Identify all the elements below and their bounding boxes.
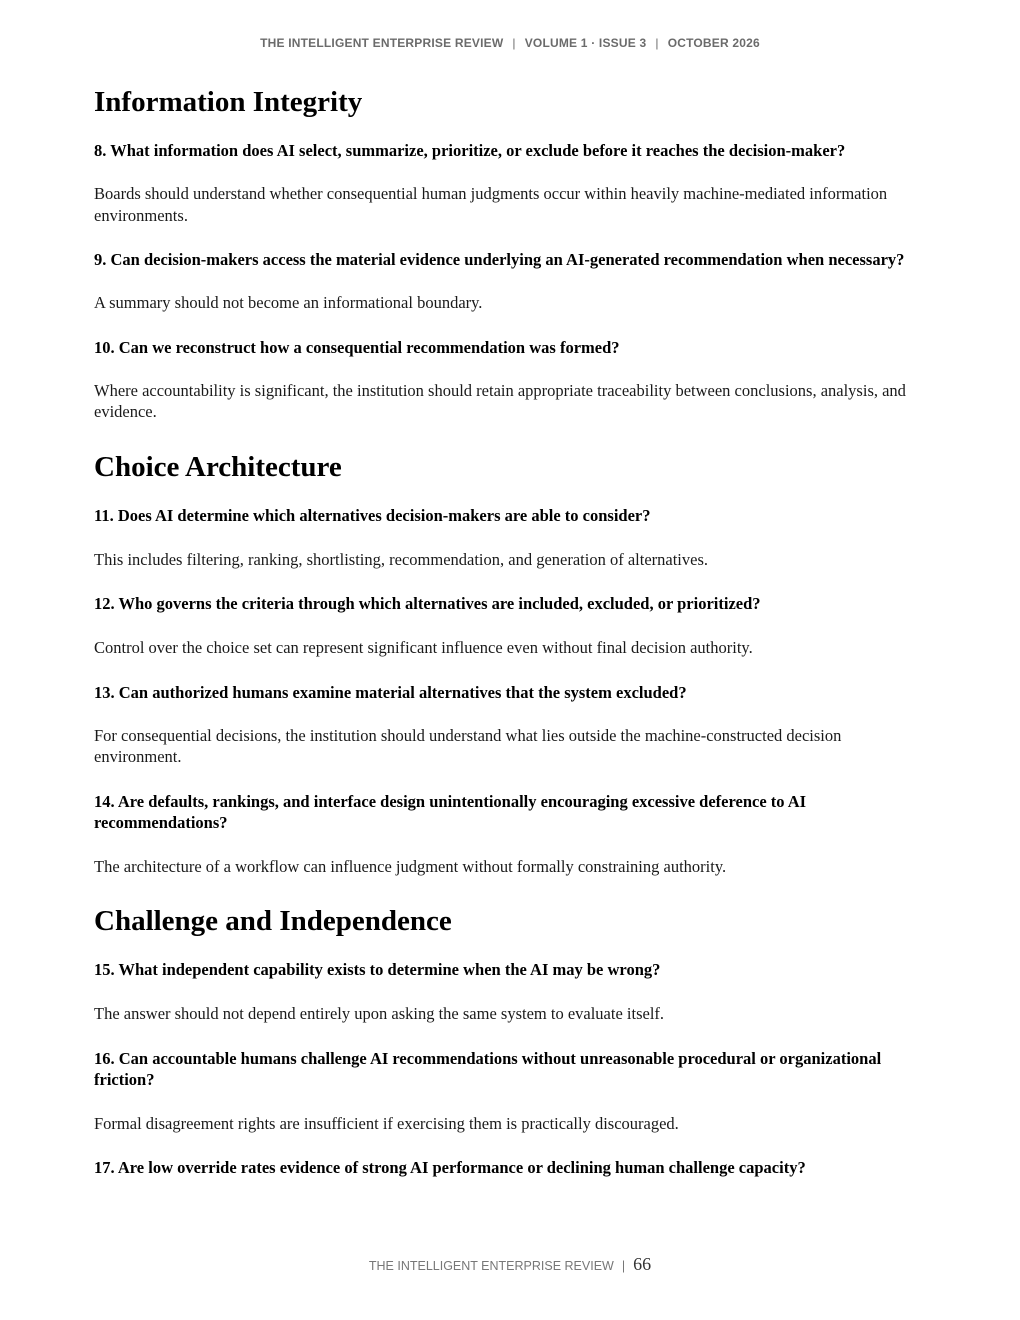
answer: Control over the choice set can represent significant influence even without final decision authority. [94,638,753,657]
answer: This includes filtering, ranking, shortlisting, recommendation, and generation of alternatives. [94,549,709,569]
footer-separator: | [621,1259,626,1273]
page-number: 66 [633,1254,652,1274]
question: 14. Are defaults, rankings, and interface design unintentionally encouraging excessive deference to AI recommendations? [94,791,807,832]
question: 8. What information does AI select, summarize, prioritize, or exclude before it reaches the decision-maker? [94,141,846,160]
question: 13. Can authorized humans examine material alternatives that the system excluded? [94,682,687,702]
article-body [94,84,930,1178]
header-issue: VOLUME 1 · ISSUE 3 [524,36,647,50]
running-header [0,36,1020,50]
answer: The architecture of a workflow can influence judgment without formally constraining authority. [94,856,727,876]
header-publication: THE INTELLIGENT ENTERPRISE REVIEW [260,36,504,50]
question: 17. Are low override rates evidence of strong AI performance or declining human challenge capacity? [94,1158,806,1177]
question: 12. Who governs the criteria through which alternatives are included, excluded, or prioritized? [94,594,761,613]
header-separator: | [512,36,516,50]
section-heading: Challenge and Independence [94,905,452,937]
question: 10. Can we reconstruct how a consequential recommendation was formed? [94,337,620,357]
answer: Formal disagreement rights are insufficient if exercising them is practically discouraged. [94,1113,679,1133]
answer: A summary should not become an informational boundary. [94,293,483,312]
question: 16. Can accountable humans challenge AI recommendations without unreasonable procedural or organizational friction? [94,1048,882,1089]
running-footer [0,1254,1020,1275]
answer: Boards should understand whether consequential human judgments occur within heavily machine-mediated information environments. [94,184,888,225]
answer: For consequential decisions, the institution should understand what lies outside the machine-constructed decision environment. [94,725,842,766]
footer-publication: THE INTELLIGENT ENTERPRISE REVIEW [368,1259,614,1273]
question: 9. Can decision-makers access the material evidence underlying an AI-generated recommendation when necessary? [94,250,905,269]
section-heading: Choice Architecture [94,450,342,483]
question: 15. What independent capability exists to determine when the AI may be wrong? [94,960,661,979]
answer: Where accountability is significant, the institution should retain appropriate traceability between conclusions, analysis, and evidence. [94,380,906,421]
header-date: OCTOBER 2026 [667,36,760,50]
section-heading: Information Integrity [94,86,363,118]
header-separator: | [655,36,659,50]
question: 11. Does AI determine which alternatives decision-makers are able to consider? [94,505,651,525]
answer: The answer should not depend entirely upon asking the same system to evaluate itself. [94,1004,665,1023]
